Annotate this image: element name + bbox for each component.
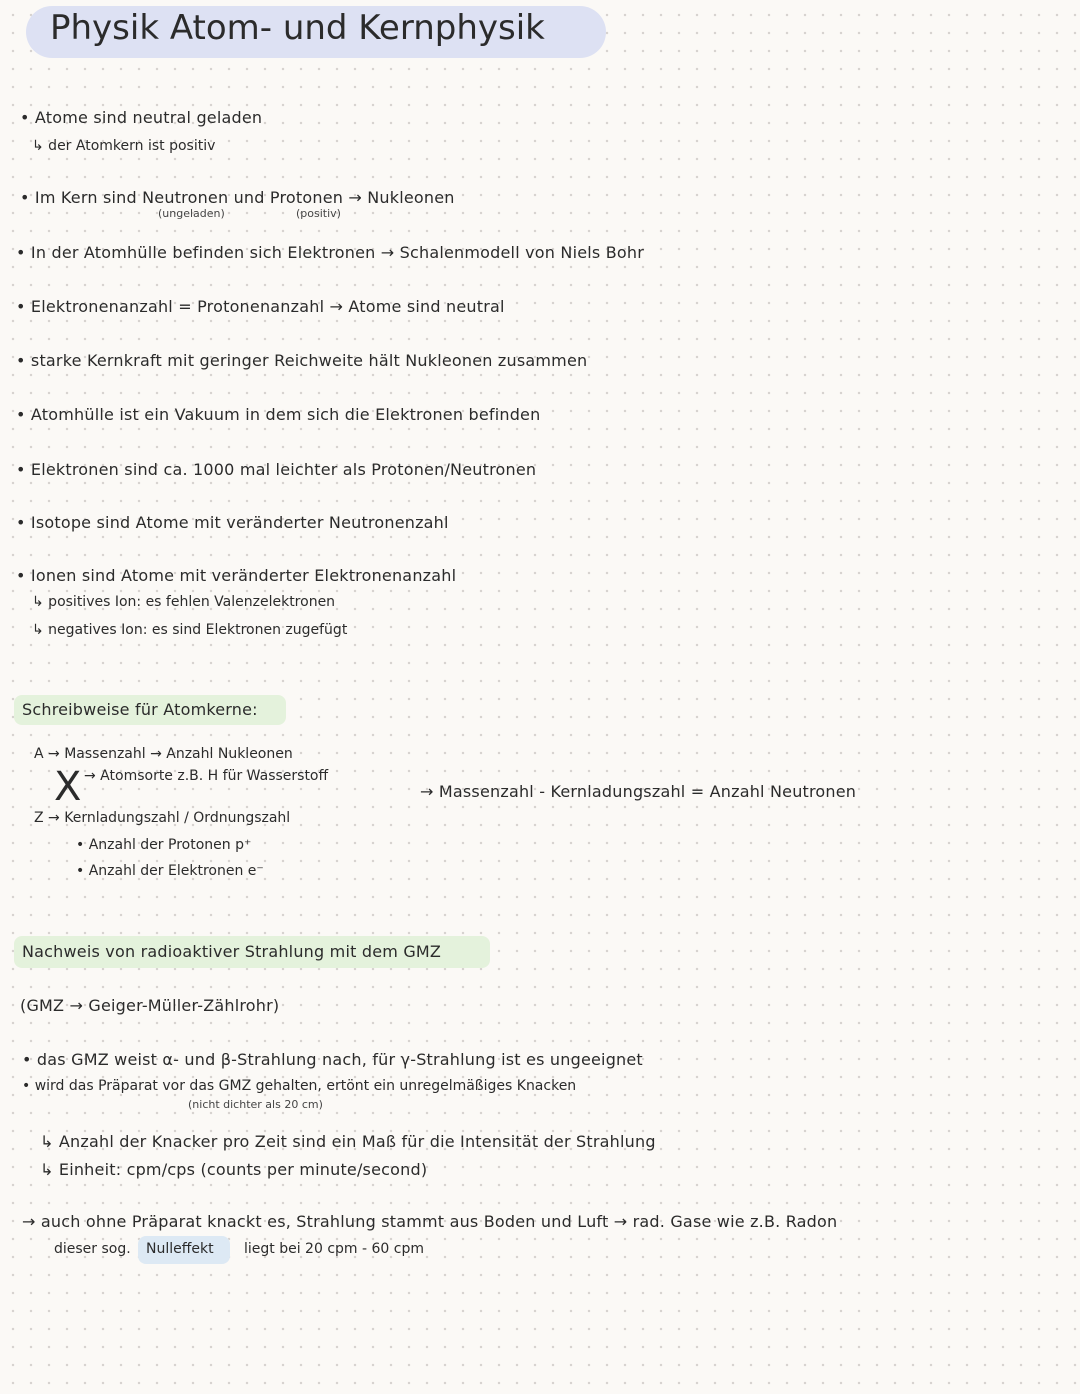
neutron-formula: → Massenzahl - Kernladungszahl = Anzahl Neutronen (420, 782, 857, 801)
note-electron-mass: • Elektronen sind ca. 1000 mal leichter als Protonen/Neutronen (16, 460, 537, 479)
zero-effect-term: Nulleffekt (146, 1241, 214, 1257)
section-heading-notation: Schreibweise für Atomkerne: (22, 700, 258, 719)
gmz-definition: (GMZ → Geiger-Müller-Zählrohr) (20, 996, 280, 1015)
background-radiation: → auch ohne Präparat knackt es, Strahlung stammt aus Boden und Luft → rad. Gase wie z.B. Radon (22, 1212, 838, 1231)
note-electron-shell: • In der Atomhülle befinden sich Elektronen → Schalenmodell von Niels Bohr (16, 243, 645, 262)
gmz-distance: (nicht dichter als 20 cm) (188, 1098, 323, 1111)
note-vacuum: • Atomhülle ist ein Vakuum in dem sich die Elektronen befinden (16, 405, 541, 424)
note-ions: • Ionen sind Atome mit veränderter Elektronenanzahl (16, 566, 457, 585)
notation-atomic-number: Z → Kernladungszahl / Ordnungszahl (34, 810, 291, 826)
notation-electrons: • Anzahl der Elektronen e⁻ (76, 863, 264, 879)
note-strong-force: • starke Kernkraft mit geringer Reichweite hält Nukleonen zusammen (16, 351, 588, 370)
notation-protons: • Anzahl der Protonen p⁺ (76, 837, 252, 853)
gmz-unit: ↳ Einheit: cpm/cps (counts per minute/second) (40, 1160, 428, 1179)
note-protons-positive: (positiv) (296, 207, 341, 220)
notation-element: → Atomsorte z.B. H für Wasserstoff (84, 768, 329, 784)
page-title: Physik Atom- und Kernphysik (50, 8, 545, 48)
notation-element-symbol: X (54, 764, 82, 810)
note-electron-count: • Elektronenanzahl = Protonenanzahl → Atome sind neutral (16, 297, 505, 316)
gmz-knocking: • wird das Präparat vor das GMZ gehalten, ertönt ein unregelmäßiges Knacken (22, 1078, 577, 1094)
notation-mass-number: A → Massenzahl → Anzahl Nukleonen (34, 746, 293, 762)
note-isotopes: • Isotope sind Atome mit veränderter Neutronenzahl (16, 513, 449, 532)
note-neutrons-uncharged: (ungeladen) (158, 207, 225, 220)
note-negative-ion: ↳ negatives Ion: es sind Elektronen zugefügt (32, 622, 348, 638)
zero-effect-prefix: dieser sog. (54, 1241, 131, 1257)
note-positive-ion: ↳ positives Ion: es fehlen Valenzelektronen (32, 594, 336, 610)
note-atoms-neutral: • Atome sind neutral geladen (20, 108, 263, 127)
zero-effect-range: liegt bei 20 cpm - 60 cpm (244, 1241, 424, 1257)
gmz-detection: • das GMZ weist α- und β-Strahlung nach, für γ-Strahlung ist es ungeeignet (22, 1050, 643, 1069)
note-nucleus-positive: ↳ der Atomkern ist positiv (32, 138, 216, 154)
section-heading-gmz: Nachweis von radioaktiver Strahlung mit dem GMZ (22, 942, 442, 961)
gmz-intensity: ↳ Anzahl der Knacker pro Zeit sind ein Maß für die Intensität der Strahlung (40, 1132, 656, 1151)
note-nucleons: • Im Kern sind Neutronen und Protonen → Nukleonen (20, 188, 455, 207)
